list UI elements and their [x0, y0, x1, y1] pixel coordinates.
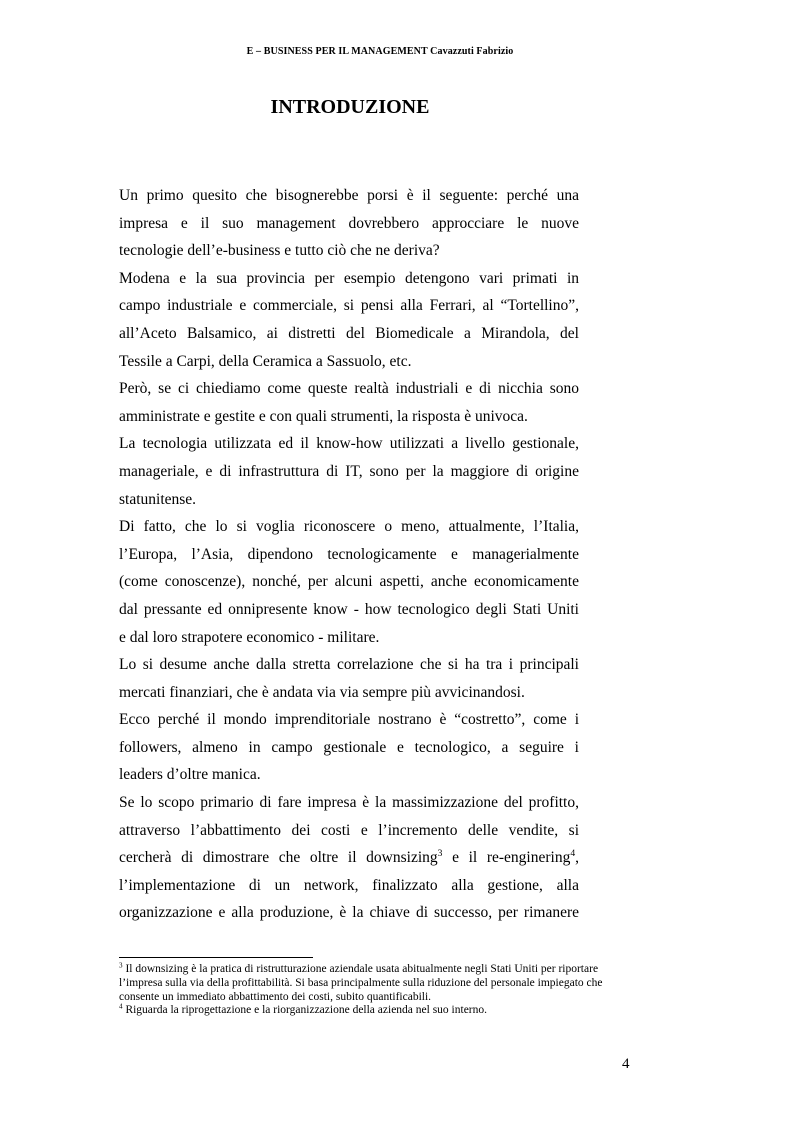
- text-line: organizzazione e alla produzione, è la chiave di successo, per rimanere: [119, 904, 579, 922]
- text-line: amministrate e gestite e con quali strumenti, la risposta è univoca.: [119, 407, 528, 425]
- paragraph: [119, 265, 579, 375]
- text-line: Ecco perché il mondo imprenditoriale nostrano è “costretto”, come i: [119, 711, 579, 729]
- text-line: La tecnologia utilizzata ed il know-how utilizzati a livello gestionale,: [119, 435, 579, 453]
- text-line: Però, se ci chiediamo come queste realtà industriali e di nicchia sono: [119, 380, 579, 398]
- body-text: [119, 182, 579, 927]
- text-line: manageriale, e di infrastruttura di IT, sono per la maggiore di origine: [119, 462, 579, 480]
- paragraph: [119, 513, 579, 651]
- footnote-marker: 4: [119, 1002, 123, 1011]
- footnote: [119, 1004, 629, 1018]
- text-line: Se lo scopo primario di fare impresa è la massimizzazione del profitto,: [119, 794, 579, 812]
- text-line: Un primo quesito che bisognerebbe porsi è il seguente: perché una: [119, 187, 579, 204]
- text-line: Modena e la sua provincia per esempio detengono vari primati in: [119, 269, 579, 287]
- paragraph: [119, 789, 579, 927]
- text-line: l’Europa, l’Asia, dipendono tecnologicamente e managerialmente: [119, 545, 579, 563]
- text-line: statunitense.: [119, 490, 197, 508]
- footnote-separator: [119, 957, 313, 958]
- text-segment: cercherà di dimostrare che oltre il downsizing: [119, 849, 438, 867]
- paragraph: [119, 182, 579, 265]
- footnote-marker: 3: [119, 961, 123, 970]
- text-segment: ,: [575, 849, 579, 867]
- text-line: all’Aceto Balsamico, ai distretti del Biomedicale a Mirandola, del: [119, 324, 579, 342]
- text-line: leaders d’oltre manica.: [119, 766, 261, 784]
- text-line: l’implementazione di un network, finalizzato alla gestione, alla: [119, 876, 579, 894]
- text-line: (come conoscenze), nonché, per alcuni aspetti, anche economicamente: [119, 573, 579, 591]
- text-line: Tessile a Carpi, della Ceramica a Sassuolo, etc.: [119, 352, 412, 370]
- text-line: campo industriale e commerciale, si pensi alla Ferrari, al “Tortellino”,: [119, 297, 579, 315]
- paragraph-group: [119, 182, 579, 789]
- page-title: INTRODUZIONE: [270, 96, 430, 118]
- paragraph: [119, 430, 579, 513]
- footnote-text: Riguarda la riprogettazione e la riorganizzazione della azienda nel suo interno.: [122, 1004, 487, 1017]
- footnotes: [119, 963, 629, 1018]
- text-line: followers, almeno in campo gestionale e tecnologico, a seguire i: [119, 738, 579, 756]
- paragraph: [119, 706, 579, 789]
- text-line: e dal loro strapotere economico - militare.: [119, 628, 380, 646]
- footnote-text: Il downsizing è la pratica di ristrutturazione aziendale usata abitualmente negli Stati Uniti per riportare l’impresa sulla via della profittabilità. Si basa principalmente sulla riduzione del personale impiegato che consente un immediato abbattimento dei costi, subito quantificabili.: [119, 963, 603, 1003]
- footnote-reference[interactable]: 4: [570, 848, 576, 860]
- text-line: attraverso l’abbattimento dei costi e l’incremento delle vendite, si: [119, 821, 579, 839]
- text-line: impresa e il suo management dovrebbero approcciare le nuove: [119, 214, 579, 232]
- footnote: [119, 963, 629, 1004]
- running-header: E – BUSINESS PER IL MANAGEMENT Cavazzuti Fabrizio: [246, 46, 514, 57]
- text-segment: e il re-enginering: [442, 849, 571, 867]
- text-line: Di fatto, che lo si voglia riconoscere o meno, attualmente, l’Italia,: [119, 518, 579, 536]
- paragraph: [119, 651, 579, 706]
- page-number: 4: [622, 1056, 630, 1072]
- text-line: Lo si desume anche dalla stretta correlazione che si ha tra i principali: [119, 656, 579, 674]
- text-line: tecnologie dell’e-business e tutto ciò che ne deriva?: [119, 242, 440, 260]
- text-line: mercati finanziari, che è andata via via sempre più avvicinandosi.: [119, 683, 525, 701]
- paragraph: [119, 375, 579, 430]
- text-line: dal pressante ed onnipresente know - how tecnologico degli Stati Uniti: [119, 600, 579, 618]
- text-line: [119, 844, 579, 872]
- footnote-reference[interactable]: 3: [437, 848, 443, 860]
